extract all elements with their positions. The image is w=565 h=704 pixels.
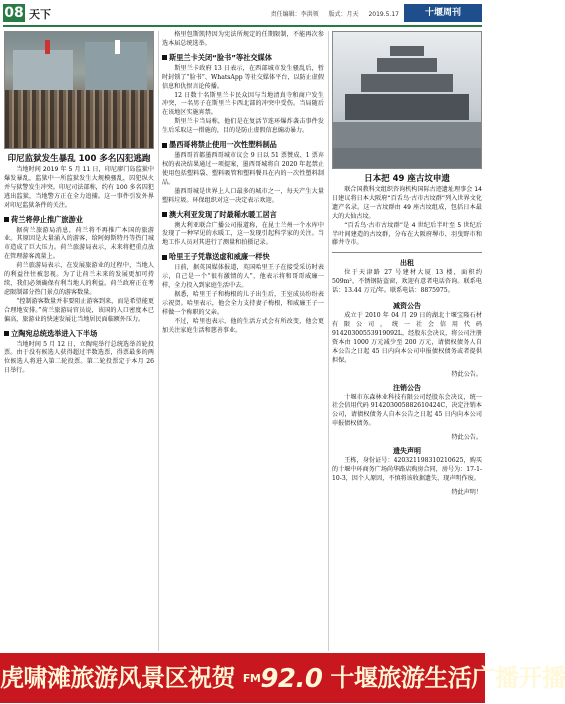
article-paragraph: 据荷兰旅游局消息，荷兰将不再推广本国的旅游业。其原因是大量涌入的游客，给阿姆斯特丹等热门城市造成了巨大压力。荷兰旅游局表示，未来将把重点放在管理游客流量上。 [4,226,154,261]
prison-riot-photo [4,31,154,149]
article-heading: 立陶宛总统选举进入下半场 [4,329,154,339]
article-heading: 哈里王子凭靠送虚和威廉一样快 [162,252,324,262]
bullet-square-icon [162,212,167,217]
column-divider [158,31,159,651]
notice-text: 王栋，身份证号：420321198310210625，购买的十堰中环商务广场尚华路店购房合同，房号为：17-1-10-3，因个人原因，不慎将该收据遗失，现声明作废。 [332,457,482,482]
newspaper-brand: 十堰周刊 [404,4,482,22]
notice-text: 位于天津路 27 号建材大厦 13 楼，面积约 509m²，不锈钢防盗窗，欢迎有意者电话咨询。联系电话：13.44 万元/年。联系电话：8875975。 [332,269,482,295]
article-paragraph: 联合国教科文组织咨询机构国际古迹遗址理事会 14 日建议将日本大阪府“百舌鸟·古市古坟群”列入世界文化遗产名录。这一古坟群由 49 座古坟组成，包括日本最大的大仙古坟。 [332,186,482,220]
ad-frequency: 92.0 [260,664,323,694]
ad-fm-label: FM [242,672,261,685]
notice-signoff: 特此公告。 [451,370,482,378]
editor-credit: 责任编辑：李洪领 [270,11,319,18]
ad-text-left: 虎啸滩旅游风景区祝贺 [0,664,235,692]
bullet-square-icon [4,331,9,336]
column-right [332,31,482,651]
advertisement-banner [0,653,565,703]
bullet-square-icon [162,255,167,260]
column-divider [328,31,329,651]
article-paragraph: 日前，据英国媒体报道，英国哈里王子在接受采访时表示，自己是一个“很有激情的人”，他表示将和哥哥威廉一样，全力投入到家庭生活中去。 [162,264,324,290]
photo-caption: 日本把 49 座古坟申遗 [364,174,450,184]
column-middle [162,31,324,651]
page-number: 08 [4,5,24,21]
header-rule [3,25,482,27]
article-paragraph: 荷兰旅游局表示，在发展旅游业的过程中，当地人的利益往往被忽视。为了让荷兰未来的发展更加可持续，我们必须确保有利当地人的利益。荷兰政府正在考虑限制部分热门景点的游客数量。 [4,262,154,296]
divider [332,252,482,253]
issue-date: 2019.5.17 [368,11,399,18]
article-paragraph: 当地时间 2019 年 5 月 11 日，印尼廖门岛监狱中爆发暴乱，监狱中一所监狱发生大规模骚乱，囚犯纵火并与狱警发生冲突。印尼司法部称，约有 100 多名囚犯逃出监狱，当地警方正在全力追捕。这一事件引发外界对印尼监狱条件的关注。 [4,166,154,209]
column-left [4,31,154,651]
notice-title: 注销公告 [393,383,421,392]
article-paragraph: 当地时间 5 月 12 日，立陶宛举行总统选举首轮投票。由于没有候选人获得超过半数选票，得票最多的两位候选人将进入第二轮投票。第二轮投票定于本月 26 日举行。 [4,340,154,375]
article-paragraph: 墨西哥首都墨西哥城市议会 9 日以 51 票赞成、1 票弃权的表决结果通过一项提案，墨西哥城将自 2020 年起禁止使用包括塑料袋、塑料吸管和塑料餐具在内的一次性塑料制品。 [162,152,324,186]
ancient-tomb-photo [332,31,482,169]
article-paragraph: “百舌鸟·古市古坟群”是 4 世纪后半叶至 5 世纪后半叶间建造的古坟群，分布在大阪府堺市、羽曳野市和藤井寺市。 [332,221,482,247]
article-heading: 荷兰将停止推广旅游业 [4,215,154,225]
article-heading: 澳大利亚发现了时最稀水暖工居言 [162,210,324,220]
ad-slogan [0,653,565,703]
notice-signoff: 特此声明！ [451,488,482,496]
header-meta [263,9,399,18]
article-paragraph: 据悉，哈里王子和梅根的儿子出生后，王室成员纷纷表示祝贺。哈里表示，他会全力支持妻子梅根，和威廉王子一样做一个称职的父亲。 [162,290,324,316]
ad-text-right: 十堰旅游生活广播开播 [330,664,565,692]
notice-title: 遗失声明 [393,447,421,456]
notice-text: 十堰市东森林业科技有限公司经股东会决议，统一社会信用代码 914203005882610424C，决定注销本公司，请债权债务人自本公告之日起 45 日内向本公司申报债权债务。 [332,393,482,428]
notice-text: 成立于 2010 年 04 月 29 日的湖北十堰宝隆石材有限公司，统一社会信用代码 91420300553919092L，经股东会决议，将公司注册资本由 1000 万元减少至 200 万元，请债权债务人自本公告之日起 45 日内向本公司申报债权债务或者提供担保。 [332,312,482,364]
article-paragraph: 格里包斯凯特因为宪法所规定的任期限制，不能再次参选本届总统选举。 [162,31,324,47]
bullet-square-icon [162,55,167,60]
page-header [0,0,485,26]
article-paragraph: 墨西哥城是世界上人口最多的城市之一，每天产生大量塑料垃圾。环保组织对这一决定表示欢迎。 [162,187,324,204]
bullet-square-icon [4,217,9,222]
layout-credit: 版式：月天 [328,11,359,18]
article-paragraph: 12 日数十名斯里兰卡民众因与当地清真寺和商户发生冲突，一名男子在斯里兰卡西北部的冲突中受伤。当局随后在该地区实施宵禁。 [162,91,324,117]
article-paragraph: 斯里兰卡当局称，他们是在复活节连环爆炸袭击事件发生后采取这一措施的，目的是防止虚假信息煽动暴力。 [162,118,324,135]
notice-title: 出租 [400,259,414,268]
article-paragraph: “控制游客数量并非要阻止游客到来，而是希望能更合理地安排。”荷兰旅游局官员说，该国的人口密度本已偏高，旅游业的快速发展让当地居民面临额外压力。 [4,297,154,323]
notice-title: 减资公告 [393,302,421,311]
bullet-square-icon [162,143,167,148]
article-paragraph: 澳大利亚联合广播公司报道称，在昆士兰州一个水库中发现了一种罕见的水暖工，这一发现引起科学家的关注。当地工作人员对其进行了测量和拍摄记录。 [162,221,324,247]
notice-signoff: 特此公告。 [451,434,482,442]
section-name: 天下 [29,8,51,21]
article-heading: 斯里兰卡关闭“脸书”等社交媒体 [162,53,324,63]
photo-caption: 印尼监狱发生暴乱 100 多名囚犯逃跑 [7,154,151,164]
article-paragraph: 不过，哈里也表示，他的生活方式会有所改变，他会更加关注家庭生活和慈善事业。 [162,317,324,334]
article-heading: 墨西哥将禁止使用一次性塑料制品 [162,140,324,150]
article-paragraph: 斯里兰卡政府 13 日表示，在西部城市发生骚乱后，暂时封锁了“脸书”、WhatsApp 等社交媒体平台，以防止虚假信息和仇恨言论传播。 [162,64,324,90]
